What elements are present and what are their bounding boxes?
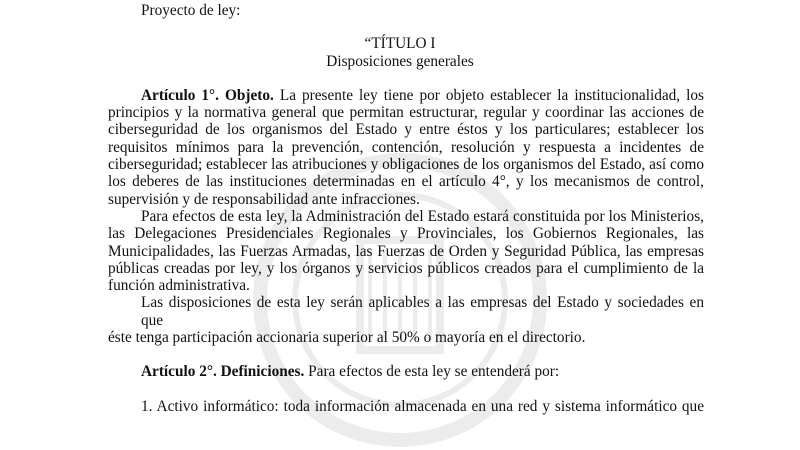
title-heading: “TÍTULO I <box>364 35 436 53</box>
definition-item-1: 1. Activo informático: toda información almacenada en una red y sistema informático que <box>141 397 704 415</box>
subtitle-heading: Disposiciones generales <box>326 52 474 70</box>
article-1-line: ciberseguridad de los organismos del Estado y entre éstos y los particulares; establecer los <box>108 121 704 139</box>
article-2-text: Para efectos de esta ley se entenderá por: <box>304 363 560 381</box>
article-1-line: supervisión y de responsabilidad ante infracciones. <box>108 190 420 208</box>
article-1-heading: Artículo 1°. Objeto. <box>141 86 274 104</box>
article-2-line <box>108 363 704 380</box>
article-1-text: La presente ley tiene por objeto establecer la institucionalidad, los <box>273 86 704 104</box>
intro-text: Proyecto de ley: <box>141 2 241 19</box>
article-1-line: ciberseguridad; establecer las atribuciones y obligaciones de los organismos del Estado, así como <box>108 156 704 174</box>
paragraph-2-line: función administrativa. <box>108 277 250 295</box>
paragraph-3-line: éste tenga participación accionaria superior al 50% o mayoría en el directorio. <box>108 329 586 347</box>
article-1-line: requisitos mínimos para la prevención, contención, resolución y respuesta a incidentes de <box>108 138 704 156</box>
paragraph-2-line: públicas creadas por ley, y los órganos y servicios públicos creados para el cumplimiento de la <box>108 259 704 277</box>
article-2-heading: Artículo 2°. Definiciones. <box>141 363 305 381</box>
article-1-line <box>108 87 704 104</box>
paragraph-2-line: Para efectos de esta ley, la Administración del Estado estará constituida por los Ministerios, <box>141 207 704 225</box>
paragraph-3-line: Las disposiciones de esta ley serán aplicables a las empresas del Estado y sociedades en que <box>141 294 704 329</box>
article-1-line: principios y la normativa general que permitan estructurar, regular y coordinar las acciones de <box>108 104 704 122</box>
paragraph-2-line: las Delegaciones Presidenciales Regionales y Provinciales, los Gobiernos Regionales, las <box>108 225 704 243</box>
article-1-line: los deberes de las instituciones determinadas en el artículo 4°, y los mecanismos de control, <box>108 173 704 191</box>
paragraph-2-line: Municipalidades, las Fuerzas Armadas, las Fuerzas de Orden y Seguridad Pública, las empresas <box>108 242 704 260</box>
